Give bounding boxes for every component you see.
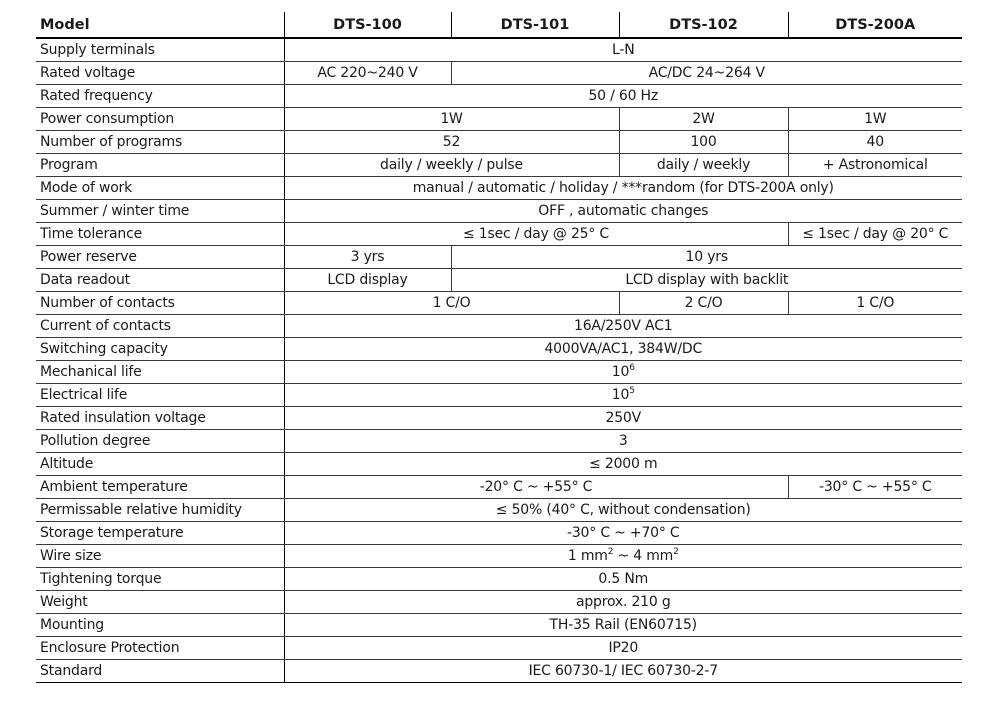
value-text: 1W <box>864 111 887 127</box>
value-cell <box>788 292 962 315</box>
row-label: Tightening torque <box>36 568 284 591</box>
value-text: OFF , automatic changes <box>538 203 709 219</box>
value-cell <box>284 476 788 499</box>
superscript: 6 <box>629 363 635 373</box>
row-label: Number of contacts <box>36 292 284 315</box>
table-row <box>36 85 962 108</box>
row-label: Rated insulation voltage <box>36 407 284 430</box>
table-row <box>36 591 962 614</box>
value-text: -30° C ~ +70° C <box>567 525 680 541</box>
row-label: Power consumption <box>36 108 284 131</box>
value-cell <box>788 154 962 177</box>
value-cell <box>619 131 788 154</box>
value-text: 52 <box>442 134 461 150</box>
row-label: Data readout <box>36 269 284 292</box>
superscript: 2 <box>607 547 614 557</box>
table-row <box>36 568 962 591</box>
value-cell <box>284 131 619 154</box>
spec-body <box>36 38 962 683</box>
row-label: Permissable relative humidity <box>36 499 284 522</box>
table-row <box>36 246 962 269</box>
value-cell <box>284 315 962 338</box>
value-cell <box>284 522 962 545</box>
table-row <box>36 131 962 154</box>
row-label: Rated frequency <box>36 85 284 108</box>
value-cell <box>284 361 962 384</box>
value-text: AC 220~240 V <box>317 65 418 81</box>
value-text: 1 mm <box>567 548 608 564</box>
table-row <box>36 522 962 545</box>
value-cell <box>284 591 962 614</box>
value-cell <box>451 269 962 292</box>
value-text: LCD display with backlit <box>625 272 789 288</box>
table-row <box>36 315 962 338</box>
value-cell <box>284 269 451 292</box>
value-cell <box>284 407 962 430</box>
value-cell <box>788 108 962 131</box>
value-cell <box>284 292 619 315</box>
value-text: 100 <box>690 134 717 150</box>
value-text: + Astronomical <box>822 157 928 173</box>
spec-table <box>36 12 962 683</box>
value-text: L-N <box>612 42 635 58</box>
table-row <box>36 177 962 200</box>
row-label: Ambient temperature <box>36 476 284 499</box>
value-text: -20° C ~ +55° C <box>479 479 593 495</box>
value-text: ≤ 2000 m <box>589 456 658 472</box>
value-cell <box>284 154 619 177</box>
value-cell <box>284 108 619 131</box>
value-cell <box>284 568 962 591</box>
table-row <box>36 637 962 660</box>
value-cell <box>284 246 451 269</box>
row-label: Mechanical life <box>36 361 284 384</box>
superscript: 5 <box>629 386 635 396</box>
value-cell <box>284 453 962 476</box>
table-row <box>36 292 962 315</box>
value-cell <box>284 545 962 568</box>
row-label: Current of contacts <box>36 315 284 338</box>
value-text: 2W <box>692 111 715 127</box>
table-row <box>36 614 962 637</box>
row-label: Pollution degree <box>36 430 284 453</box>
value-cell <box>284 223 788 246</box>
value-text: ≤ 1sec / day @ 25° C <box>462 226 609 242</box>
row-label: Rated voltage <box>36 62 284 85</box>
value-text: IEC 60730-1/ IEC 60730-2-7 <box>528 663 718 679</box>
value-text: AC/DC 24~264 V <box>648 65 765 81</box>
value-text: daily / weekly <box>656 157 751 173</box>
table-row <box>36 407 962 430</box>
row-label: Time tolerance <box>36 223 284 246</box>
header-row <box>36 12 962 38</box>
value-text: 0.5 Nm <box>598 571 649 587</box>
row-label: Program <box>36 154 284 177</box>
row-label: Standard <box>36 660 284 683</box>
table-row <box>36 660 962 683</box>
value-cell <box>451 62 962 85</box>
value-cell <box>788 131 962 154</box>
table-row <box>36 545 962 568</box>
row-label: Mode of work <box>36 177 284 200</box>
value-text: 1 C/O <box>432 295 471 311</box>
value-text: 2 C/O <box>684 295 723 311</box>
row-label: Switching capacity <box>36 338 284 361</box>
value-text: 50 / 60 Hz <box>588 88 659 104</box>
value-text: 40 <box>866 134 884 150</box>
table-row <box>36 108 962 131</box>
value-text: 10 yrs <box>685 249 728 265</box>
value-cell <box>619 154 788 177</box>
value-cell <box>451 246 962 269</box>
value-cell <box>284 660 962 683</box>
value-cell <box>284 177 962 200</box>
value-cell <box>284 384 962 407</box>
value-cell <box>788 476 962 499</box>
row-label: Enclosure Protection <box>36 637 284 660</box>
value-text: 1 C/O <box>856 295 895 311</box>
value-text: 4000VA/AC1, 384W/DC <box>544 341 703 357</box>
value-cell <box>788 223 962 246</box>
value-cell <box>284 85 962 108</box>
value-cell <box>284 200 962 223</box>
superscript: 2 <box>673 547 679 557</box>
value-cell <box>284 38 962 62</box>
model-header: Model <box>36 12 284 38</box>
value-cell <box>284 499 962 522</box>
table-row <box>36 38 962 62</box>
value-text: 16A/250V AC1 <box>574 318 673 334</box>
row-label: Altitude <box>36 453 284 476</box>
value-text: ~ 4 mm <box>613 548 674 564</box>
table-row <box>36 361 962 384</box>
model-dts-100: DTS-100 <box>284 12 451 38</box>
value-text: 250V <box>605 410 641 426</box>
row-label: Mounting <box>36 614 284 637</box>
row-label: Wire size <box>36 545 284 568</box>
model-dts-102: DTS-102 <box>619 12 788 38</box>
value-text: manual / automatic / holiday / ***random (for DTS-200A only) <box>412 180 834 196</box>
table-row <box>36 154 962 177</box>
value-cell <box>284 62 451 85</box>
model-dts-101: DTS-101 <box>451 12 619 38</box>
row-label: Weight <box>36 591 284 614</box>
table-row <box>36 338 962 361</box>
table-row <box>36 223 962 246</box>
table-row <box>36 430 962 453</box>
row-label: Electrical life <box>36 384 284 407</box>
value-cell <box>619 292 788 315</box>
value-text: LCD display <box>327 272 408 288</box>
table-row <box>36 384 962 407</box>
value-cell <box>284 430 962 453</box>
value-cell <box>619 108 788 131</box>
row-label: Summer / winter time <box>36 200 284 223</box>
value-cell <box>284 637 962 660</box>
table-row <box>36 453 962 476</box>
row-label: Number of programs <box>36 131 284 154</box>
value-text: 1W <box>440 111 463 127</box>
value-text: 10 <box>611 364 630 380</box>
value-text: -30° C ~ +55° C <box>819 479 932 495</box>
value-text: IP20 <box>608 640 639 656</box>
value-text: 3 <box>618 433 628 449</box>
value-text: TH-35 Rail (EN60715) <box>549 617 697 633</box>
value-text: ≤ 1sec / day @ 20° C <box>802 226 949 242</box>
value-text: 10 <box>611 387 630 403</box>
value-cell <box>284 338 962 361</box>
model-dts-200a: DTS-200A <box>788 12 962 38</box>
row-label: Power reserve <box>36 246 284 269</box>
value-text: approx. 210 g <box>575 594 671 610</box>
table-row <box>36 200 962 223</box>
row-label: Storage temperature <box>36 522 284 545</box>
value-text: ≤ 50% (40° C, without condensation) <box>495 502 751 518</box>
value-cell <box>284 614 962 637</box>
table-row <box>36 62 962 85</box>
value-text: 3 yrs <box>350 249 385 265</box>
table-row <box>36 476 962 499</box>
value-text: daily / weekly / pulse <box>380 157 523 173</box>
table-row <box>36 269 962 292</box>
row-label: Supply terminals <box>36 38 284 62</box>
table-row <box>36 499 962 522</box>
